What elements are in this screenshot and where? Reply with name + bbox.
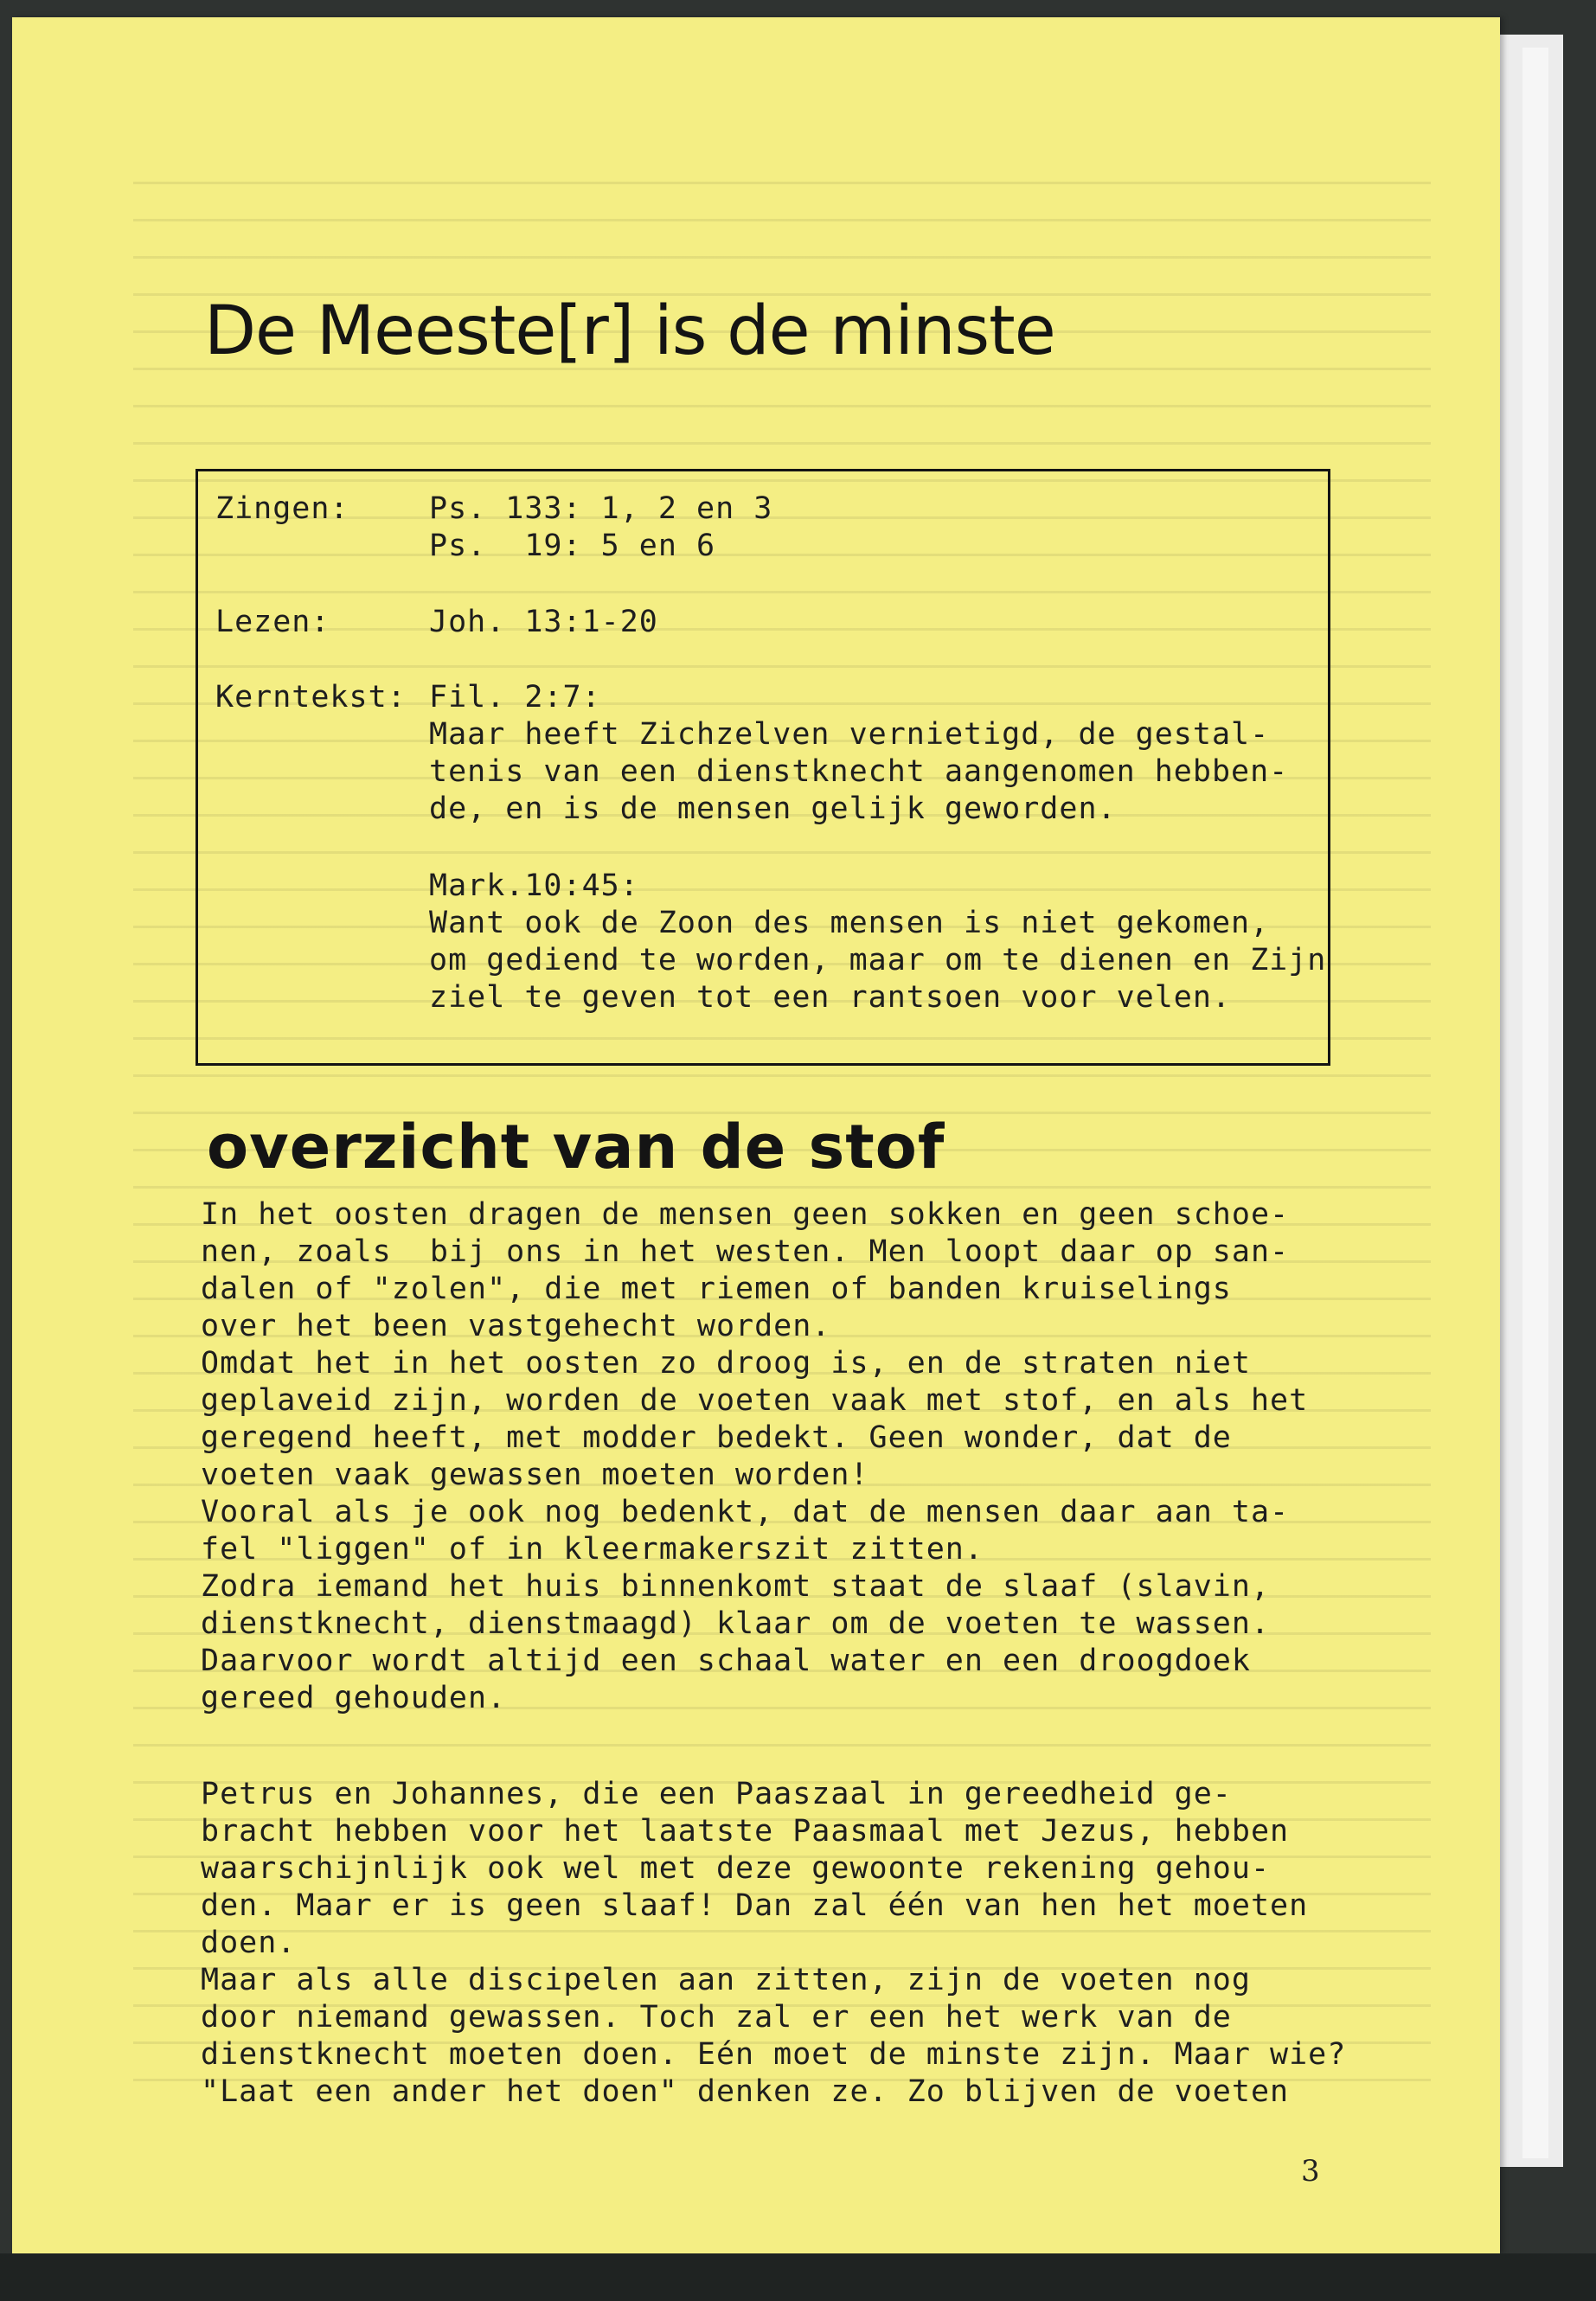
lezen-label: Lezen: bbox=[215, 605, 330, 639]
fil-reference: Fil. 2:7: bbox=[429, 680, 601, 715]
text-line: "Laat een ander het doen" denken ze. Zo blijven de voeten bbox=[201, 2074, 1290, 2109]
text-line: geregend heeft, met modder bedekt. Geen wonder, dat de bbox=[201, 1420, 1232, 1455]
kerntekst-label: Kerntekst: bbox=[215, 680, 407, 715]
text-line: fel "liggen" of in kleermakerszit zitten. bbox=[201, 1532, 984, 1567]
text-line: voeten vaak gewassen moeten worden! bbox=[201, 1458, 869, 1492]
text-line: gereed gehouden. bbox=[201, 1681, 507, 1715]
mark-text-line: Want ook de Zoon des mensen is niet gekomen, bbox=[429, 906, 1270, 940]
fil-text-line: de, en is de mensen gelijk geworden. bbox=[429, 792, 1117, 826]
section-heading: overzicht van de stof bbox=[207, 1112, 945, 1183]
text-line: nen, zoals bij ons in het westen. Men loopt daar op san- bbox=[201, 1234, 1290, 1269]
text-line: bracht hebben voor het laatste Paasmaal met Jezus, hebben bbox=[201, 1814, 1290, 1849]
text-line: over het been vastgehecht worden. bbox=[201, 1309, 831, 1343]
zingen-value-2: Ps. 19: 5 en 6 bbox=[429, 529, 716, 563]
mark-text-line: om gediend te worden, maar om te dienen en Zijn bbox=[429, 943, 1327, 977]
text-line: Vooral als je ook nog bedenkt, dat de mensen daar aan ta- bbox=[201, 1495, 1290, 1529]
text-line: den. Maar er is geen slaaf! Dan zal één van hen het moeten bbox=[201, 1888, 1309, 1923]
paragraph-2 bbox=[201, 1776, 1377, 2111]
text-line: Maar als alle discipelen aan zitten, zijn de voeten nog bbox=[201, 1963, 1251, 1997]
text-line: geplaveid zijn, worden de voeten vaak met stof, en als het bbox=[201, 1383, 1309, 1418]
text-line: waarschijnlijk ook wel met deze gewoonte rekening gehou- bbox=[201, 1851, 1271, 1886]
fil-text-line: tenis van een dienstknecht aangenomen hebben- bbox=[429, 754, 1289, 789]
text-line: dienstknecht, dienstmaagd) klaar om de voeten te wassen. bbox=[201, 1606, 1271, 1641]
page-number: 3 bbox=[1301, 2154, 1320, 2189]
underlying-page-edge-2 bbox=[1522, 48, 1548, 2158]
zingen-value-1: Ps. 133: 1, 2 en 3 bbox=[429, 491, 773, 526]
service-info-box bbox=[195, 469, 1330, 1066]
text-line: doen. bbox=[201, 1926, 297, 1960]
text-line: door niemand gewassen. Toch zal er een het werk van de bbox=[201, 2000, 1232, 2035]
text-line: In het oosten dragen de mensen geen sokken en geen schoe- bbox=[201, 1197, 1290, 1232]
mark-reference: Mark.10:45: bbox=[429, 868, 639, 903]
mark-text-line: ziel te geven tot een rantsoen voor velen. bbox=[429, 980, 1232, 1015]
lezen-value: Joh. 13:1-20 bbox=[429, 605, 658, 639]
text-line: Omdat het in het oosten zo droog is, en de straten niet bbox=[201, 1346, 1251, 1381]
text-line: dalen of "zolen", die met riemen of banden kruiselings bbox=[201, 1272, 1232, 1306]
paragraph-1 bbox=[201, 1196, 1377, 1717]
fil-text-line: Maar heeft Zichzelven vernietigd, de gestal- bbox=[429, 717, 1270, 752]
zingen-label: Zingen: bbox=[215, 491, 349, 526]
text-line: Daarvoor wordt altijd een schaal water en een droogdoek bbox=[201, 1644, 1251, 1678]
text-line: dienstknecht moeten doen. Eén moet de minste zijn. Maar wie? bbox=[201, 2037, 1347, 2072]
page-title: De Meeste[r] is de minste bbox=[204, 292, 1055, 370]
scan-bottom-edge bbox=[0, 2253, 1596, 2301]
page bbox=[12, 17, 1500, 2253]
text-line: Zodra iemand het huis binnenkomt staat de slaaf (slavin, bbox=[201, 1569, 1271, 1604]
text-line: Petrus en Johannes, die een Paaszaal in gereedheid ge- bbox=[201, 1777, 1232, 1811]
